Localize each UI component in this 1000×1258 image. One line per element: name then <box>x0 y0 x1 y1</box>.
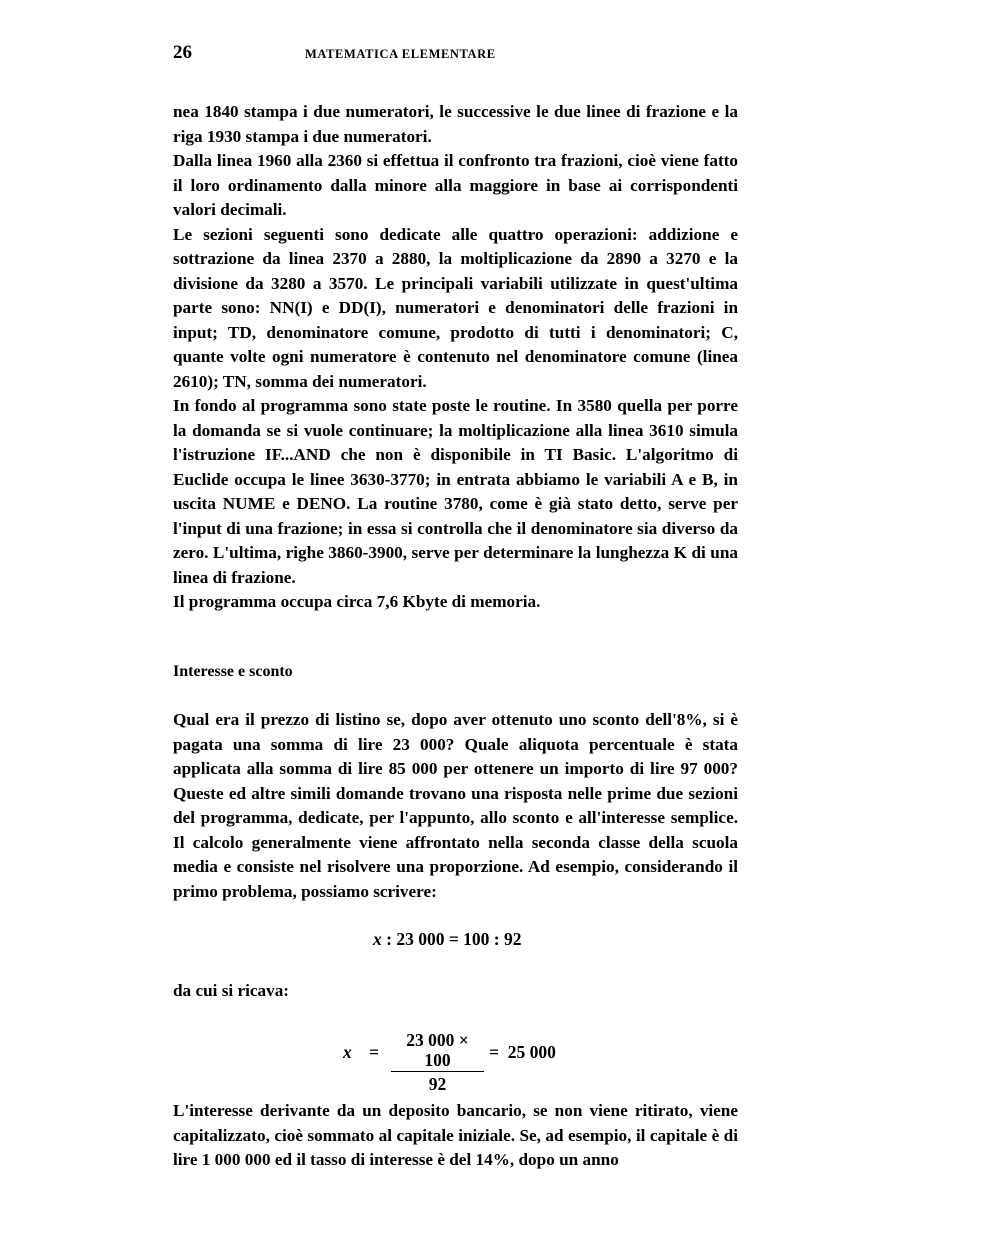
paragraph: nea 1840 stampa i due numeratori, le successive le due linee di frazione e la riga 1930 stampa i due numeratori. <box>173 102 738 146</box>
body-text-top <box>173 100 738 615</box>
paragraph: Le sezioni seguenti sono dedicate alle quattro operazioni: addizione e sottrazione da linea 2370 a 2880, la moltiplicazione da 2890 a 3270 e la divisione da 3280 a 3570. Le principali variabili utilizzate in quest'ultima parte sono: NN(I) e DD(I), numeratori e denominatori delle frazioni in input; TD, denominatore comune, prodotto di tutti i denominatori; C, quante volte ogni numeratore è contenuto nel denominatore comune (linea 2610); TN, somma dei numeratori. <box>173 224 738 391</box>
fraction-bar <box>391 1071 484 1072</box>
equals-sign: = <box>369 1042 379 1062</box>
page-number: 26 <box>173 42 192 63</box>
formula-result: = 25 000 <box>489 1042 556 1062</box>
proportion-formula <box>373 929 522 950</box>
paragraph: L'interesse derivante da un deposito bancario, se non viene ritirato, viene capitalizzato, cioè sommato al capitale iniziale. Se, ad esempio, il capitale è di lire 1 000 000 ed il tasso di interesse è del 14%, dopo un anno <box>173 1101 738 1169</box>
paragraph: In fondo al programma sono state poste le routine. In 3580 quella per porre la domanda se si vuole continuare; la moltiplicazione alla linea 3610 simula l'istruzione IF...AND che non è disponibile in TI Basic. L'algoritmo di Euclide occupa le linee 3630-3770; in entrata abbiamo le variabili A e B, in uscita NUME e DENO. La routine 3780, come è già stato detto, serve per l'input di una frazione; in essa si controlla che il denominatore sia diverso da zero. L'ultima, righe 3860-3900, serve per determinare la lunghezza K di una linea di frazione. <box>173 396 738 587</box>
paragraph: Dalla linea 1960 alla 2360 si effettua il confronto tra frazioni, cioè viene fatto il loro ordinamento dalla minore alla maggiore in base ai corrispondenti valori decimali. <box>173 151 738 219</box>
body-text-bottom <box>173 1099 738 1173</box>
running-title: MATEMATICA ELEMENTARE <box>305 47 496 61</box>
formula-variable: x <box>343 1042 352 1062</box>
fraction-denominator: 92 <box>428 1074 447 1094</box>
paragraph: Qual era il prezzo di listino se, dopo aver ottenuto uno sconto dell'8%, si è pagata una somma di lire 23 000? Quale aliquota percentuale è stata applicata alla somma di lire 85 000 per ottenere un importo di lire 97 000? Queste ed altre simili domande trovano una risposta nelle prime due sezioni del programma, dedicate, per l'appunto, allo sconto e all'interesse semplice. Il calcolo generalmente viene affrontato nella seconda classe della scuola media e consiste nel risolvere una proporzione. Ad esempio, considerando il primo problema, possiamo scrivere: <box>173 710 738 901</box>
body-text-intro <box>173 708 738 904</box>
formula-variable: x <box>373 929 382 949</box>
fraction <box>391 1030 484 1095</box>
paragraph: Il programma occupa circa 7,6 Kbyte di memoria. <box>173 592 541 611</box>
formula-rest: : 23 000 = 100 : 92 <box>381 929 522 949</box>
derive-text: da cui si ricava: <box>173 981 290 1000</box>
page-header <box>173 42 738 72</box>
section-heading: Interesse e sconto <box>173 663 293 680</box>
fraction-numerator: 23 000 × 100 <box>406 1030 469 1070</box>
